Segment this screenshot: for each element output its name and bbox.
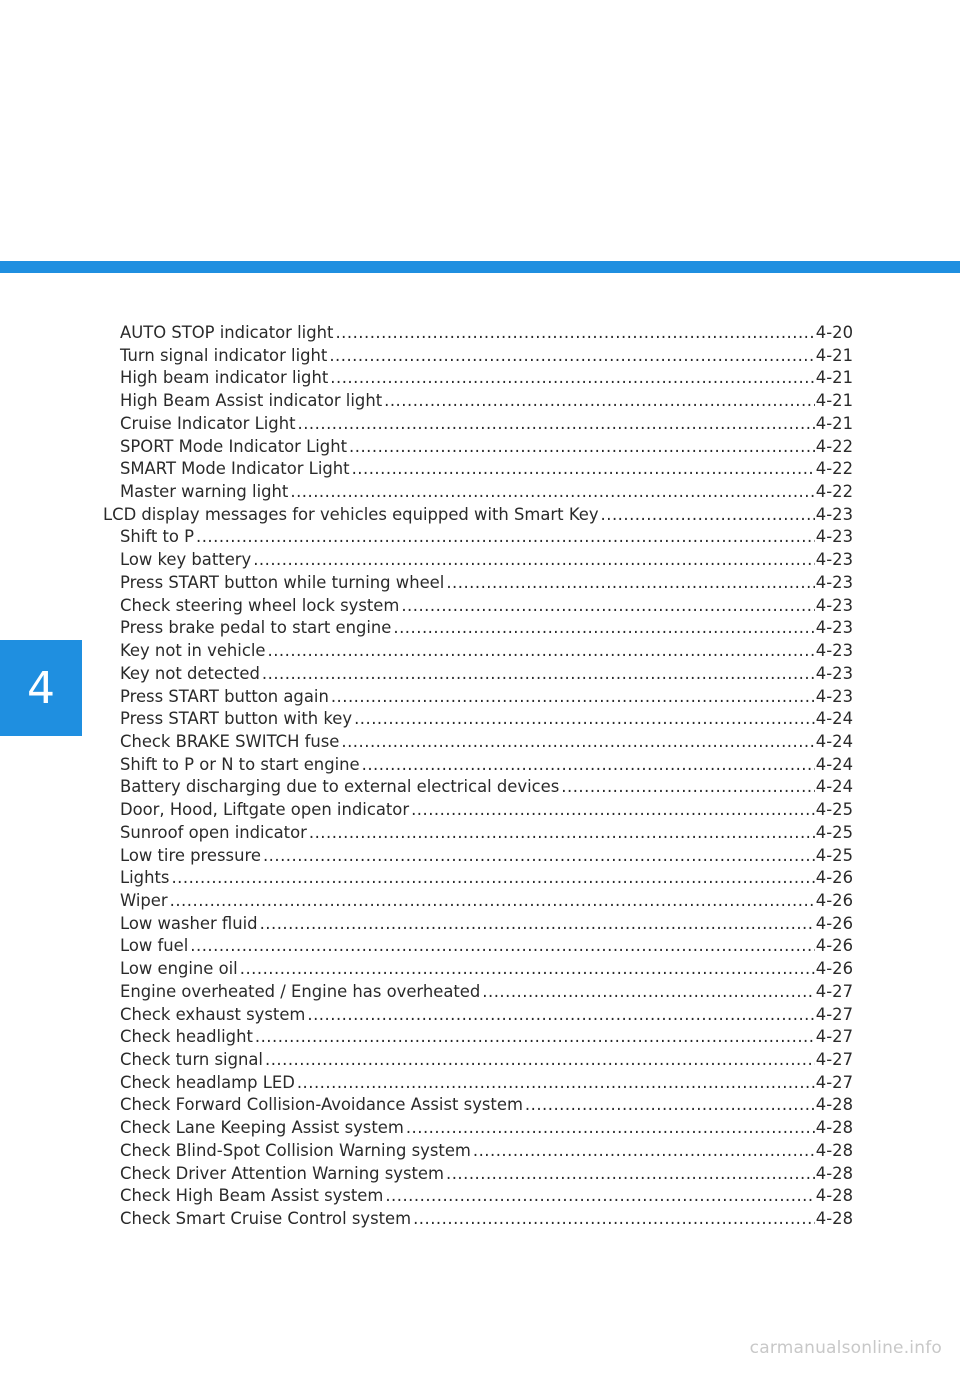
toc-entry[interactable] [103, 504, 853, 527]
toc-entry[interactable] [103, 799, 853, 822]
toc-entry-title: Check High Beam Assist system [120, 1186, 384, 1206]
toc-entry-title: Low tire pressure [120, 845, 261, 865]
toc-dot-leader [290, 481, 814, 504]
toc-entry-page: 4-27 [815, 1027, 853, 1047]
toc-dot-leader [446, 1163, 815, 1186]
toc-entry-page: 4-26 [815, 868, 853, 888]
toc-entry-title: Shift to P or N to start engine [120, 754, 360, 774]
toc-entry[interactable] [103, 572, 853, 595]
toc-entry-page: 4-23 [815, 618, 853, 638]
toc-dot-leader [255, 1026, 815, 1049]
toc-entry-page: 4-26 [815, 936, 853, 956]
chapter-tab [0, 640, 82, 736]
toc-entry-title: SMART Mode Indicator Light [120, 459, 350, 479]
toc-dot-leader [170, 890, 815, 913]
toc-entry[interactable] [103, 436, 853, 459]
toc-entry-title: Sunroof open indicator [120, 822, 307, 842]
toc-dot-leader [253, 549, 815, 572]
toc-entry-title: High beam indicator light [120, 368, 329, 388]
toc-entry-title: Shift to P [120, 527, 195, 547]
toc-dot-leader [330, 367, 815, 390]
toc-entry[interactable] [103, 1004, 853, 1027]
toc-entry-title: Press START button with key [120, 709, 353, 729]
toc-entry-page: 4-24 [815, 777, 853, 797]
toc-entry-title: Check headlight [120, 1027, 253, 1047]
toc-entry[interactable] [103, 595, 853, 618]
toc-entry-page: 4-20 [815, 323, 853, 342]
toc-dot-leader [384, 390, 815, 413]
toc-entry-page: 4-22 [815, 436, 853, 456]
toc-dot-leader [265, 1049, 815, 1072]
toc-entry-title: Low engine oil [120, 959, 238, 979]
toc-entry[interactable] [103, 935, 853, 958]
toc-entry[interactable] [103, 913, 853, 936]
toc-entry[interactable] [103, 367, 853, 390]
toc-dot-leader [331, 686, 815, 709]
toc-dot-leader [349, 436, 815, 459]
toc-entry-page: 4-23 [815, 595, 853, 615]
toc-entry-title: Turn signal indicator light [120, 345, 328, 365]
toc-entry[interactable] [103, 1072, 853, 1095]
toc-entry[interactable] [103, 1094, 853, 1117]
toc-entry[interactable] [103, 1208, 853, 1231]
toc-entry-title: AUTO STOP indicator light [120, 323, 334, 342]
toc-entry-page: 4-24 [815, 754, 853, 774]
toc-entry[interactable] [103, 1049, 853, 1072]
toc-dot-leader [240, 958, 815, 981]
toc-dot-leader [298, 413, 815, 436]
toc-entry-page: 4-21 [815, 391, 853, 411]
toc-entry[interactable] [103, 958, 853, 981]
toc-entry[interactable] [103, 754, 853, 777]
toc-dot-leader [263, 845, 815, 868]
toc-dot-leader [561, 776, 815, 799]
chapter-number: 4 [27, 662, 55, 714]
toc-entry-title: Low key battery [120, 550, 252, 570]
toc-entry-title: Door, Hood, Liftgate open indicator [120, 800, 410, 820]
toc-dot-leader [385, 1185, 814, 1208]
toc-entry-title: Press START button while turning wheel [120, 572, 445, 592]
toc-entry[interactable] [103, 708, 853, 731]
toc-entry-page: 4-26 [815, 890, 853, 910]
toc-entry[interactable] [103, 640, 853, 663]
toc-dot-leader [482, 981, 815, 1004]
toc-entry-page: 4-22 [815, 482, 853, 502]
toc-entry-page: 4-23 [815, 527, 853, 547]
toc-entry-page: 4-25 [815, 800, 853, 820]
toc-entry[interactable] [103, 390, 853, 413]
toc-entry[interactable] [103, 981, 853, 1004]
toc-dot-leader [601, 504, 815, 527]
toc-entry-page: 4-25 [815, 822, 853, 842]
toc-entry-title: Check Lane Keeping Assist system [120, 1118, 404, 1138]
toc-dot-leader [413, 1208, 815, 1231]
toc-entry-title: Check headlamp LED [120, 1072, 295, 1092]
toc-dot-leader [411, 799, 815, 822]
toc-entry[interactable] [103, 1140, 853, 1163]
toc-entry-title: Low fuel [120, 936, 189, 956]
toc-entry-page: 4-27 [815, 1004, 853, 1024]
toc-entry[interactable] [103, 345, 853, 368]
toc-entry-title: Low washer fluid [120, 913, 258, 933]
toc-dot-leader [262, 663, 815, 686]
toc-dot-leader [307, 1004, 814, 1027]
table-of-contents [103, 322, 853, 1231]
toc-entry[interactable] [103, 731, 853, 754]
toc-entry[interactable] [103, 458, 853, 481]
toc-entry-title: Press brake pedal to start engine [120, 618, 392, 638]
toc-entry-page: 4-28 [815, 1209, 853, 1229]
toc-dot-leader [446, 572, 814, 595]
toc-entry[interactable] [103, 890, 853, 913]
toc-dot-leader [268, 640, 815, 663]
toc-entry-page: 4-23 [815, 686, 853, 706]
toc-entry-title: Cruise Indicator Light [120, 413, 296, 433]
toc-dot-leader [362, 754, 815, 777]
toc-entry-title: Lights [120, 868, 170, 888]
toc-dot-leader [352, 458, 815, 481]
toc-dot-leader [196, 526, 815, 549]
toc-entry-title: Key not detected [120, 663, 260, 683]
toc-entry-title: Check steering wheel lock system [120, 595, 400, 615]
toc-dot-leader [329, 345, 814, 368]
toc-entry[interactable] [103, 481, 853, 504]
toc-entry-page: 4-23 [815, 550, 853, 570]
toc-entry[interactable] [103, 1117, 853, 1140]
toc-entry[interactable] [103, 1163, 853, 1186]
toc-entry-title: Key not in vehicle [120, 641, 266, 661]
toc-entry-title: Check Driver Attention Warning system [120, 1163, 444, 1183]
toc-dot-leader [309, 822, 815, 845]
toc-entry-title: Press START button again [120, 686, 329, 706]
toc-entry-page: 4-23 [815, 663, 853, 683]
toc-entry[interactable] [103, 617, 853, 640]
toc-entry-title: Master warning light [120, 482, 289, 502]
toc-entry[interactable] [103, 549, 853, 572]
toc-dot-leader [393, 617, 814, 640]
toc-entry[interactable] [103, 1026, 853, 1049]
toc-entry-page: 4-28 [815, 1118, 853, 1138]
toc-dot-leader [260, 913, 815, 936]
toc-dot-leader [341, 731, 814, 754]
toc-dot-leader [171, 867, 814, 890]
toc-entry[interactable] [103, 822, 853, 845]
toc-dot-leader [401, 595, 814, 618]
toc-entry-title: LCD display messages for vehicles equipped with Smart Key [103, 504, 599, 524]
toc-entry-title: SPORT Mode Indicator Light [120, 436, 348, 456]
toc-entry-page: 4-28 [815, 1140, 853, 1160]
toc-entry-title: Wiper [120, 890, 168, 910]
toc-entry-title: Check BRAKE SWITCH fuse [120, 731, 340, 751]
toc-entry-page: 4-23 [815, 504, 853, 524]
toc-entry-page: 4-28 [815, 1095, 853, 1115]
toc-entry-title: Check exhaust system [120, 1004, 306, 1024]
toc-entry-page: 4-24 [815, 709, 853, 729]
toc-dot-leader [525, 1094, 815, 1117]
toc-dot-leader [354, 708, 815, 731]
toc-entry-title: Battery discharging due to external electrical devices [120, 777, 560, 797]
toc-dot-leader [190, 935, 815, 958]
toc-entry-page: 4-21 [815, 345, 853, 365]
toc-entry-page: 4-28 [815, 1163, 853, 1183]
toc-entry-page: 4-21 [815, 368, 853, 388]
toc-entry-page: 4-27 [815, 1072, 853, 1092]
toc-entry-page: 4-26 [815, 959, 853, 979]
toc-entry-title: Check Blind-Spot Collision Warning system [120, 1140, 471, 1160]
toc-entry-page: 4-23 [815, 572, 853, 592]
toc-entry-title: Check turn signal [120, 1050, 263, 1069]
toc-entry-title: Check Smart Cruise Control system [120, 1209, 412, 1229]
chapter-header-band [0, 261, 960, 273]
toc-entry-page: 4-21 [815, 413, 853, 433]
toc-entry-page: 4-26 [815, 913, 853, 933]
watermark: carmanualsonline.info [749, 1338, 942, 1358]
toc-entry-page: 4-27 [815, 981, 853, 1001]
toc-entry-page: 4-28 [815, 1186, 853, 1206]
toc-dot-leader [297, 1072, 815, 1095]
toc-entry-page: 4-22 [815, 459, 853, 479]
toc-entry-page: 4-25 [815, 845, 853, 865]
toc-entry-title: Engine overheated / Engine has overheated [120, 981, 481, 1001]
toc-dot-leader [406, 1117, 815, 1140]
toc-entry-page: 4-23 [815, 641, 853, 661]
toc-entry[interactable] [103, 526, 853, 549]
toc-entry-page: 4-24 [815, 731, 853, 751]
toc-entry[interactable] [103, 686, 853, 709]
toc-entry[interactable] [103, 776, 853, 799]
toc-entry[interactable] [103, 1185, 853, 1208]
toc-entry-title: Check Forward Collision-Avoidance Assist system [120, 1095, 523, 1115]
toc-entry[interactable] [103, 663, 853, 686]
toc-entry-title: High Beam Assist indicator light [120, 391, 383, 411]
toc-entry-page: 4-27 [815, 1050, 853, 1069]
toc-dot-leader [473, 1140, 815, 1163]
toc-dot-leader [335, 322, 814, 345]
toc-entry[interactable] [103, 322, 853, 345]
toc-entry[interactable] [103, 867, 853, 890]
toc-entry[interactable] [103, 845, 853, 868]
toc-entry[interactable] [103, 413, 853, 436]
